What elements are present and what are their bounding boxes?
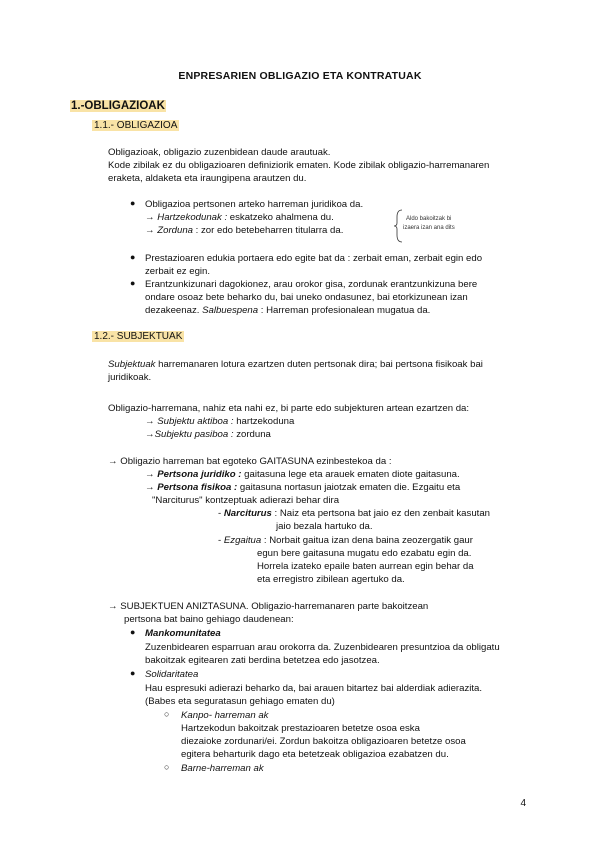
arrow-icon: → (145, 212, 155, 223)
list-item (145, 304, 430, 317)
text-span: : Harreman profesionalean mugatua da. (258, 305, 431, 316)
list-item: bakoitzak egitearen zati berdina betetzea edo jasotzea. (145, 655, 380, 666)
text-span: gaitasuna nortasun jaiotzak ematen die. Ezgaitu eta (237, 482, 461, 493)
list-item: Hartzekodun bakoitzak prestazioaren betetze osoa eska (181, 723, 420, 734)
text-span: gaitasuna lege eta arauek ematen diote gaitasuna. (241, 469, 460, 480)
document-title: ENPRESARIEN OBLIGAZIO ETA KONTRATUAK (178, 70, 422, 82)
subsection-heading-subjektuak: 1.2.- SUBJEKTUAK (94, 331, 183, 342)
text-span: zorduna (233, 429, 271, 440)
list-item: Erantzunkizunari dagokionez, arau orokor gisa, zordunak erantzunkizuna bere (145, 279, 478, 290)
arrow-icon: → (145, 469, 155, 480)
text-span: harremanaren lotura ezartzen duten pertsonak dira; bai pertsona fisikoak bai (155, 359, 483, 370)
solidaritatea-label: Solidaritatea (145, 669, 199, 680)
ezgaitua-label: Ezgaitua (223, 535, 262, 546)
list-item-sub (145, 224, 343, 237)
barne-harremanak-label: Barne-harreman ak (181, 763, 264, 774)
circle-bullet-icon: ○ (164, 762, 170, 772)
subsection-heading-obligazioa: 1.1.- OBLIGAZIOA (94, 120, 178, 131)
bullet-icon: ● (130, 252, 136, 262)
list-item-sub (145, 468, 460, 481)
zorduna-label: Zorduna (157, 225, 193, 236)
list-item: Hau espresuki adierazi beharko da, bai arauen bitartez bai alderdiak adierazita. (145, 683, 483, 694)
text-span: hartzekoduna (233, 416, 295, 427)
hartzekodunak-label: Hartzekodunak : (157, 212, 228, 223)
bullet-icon: ● (130, 198, 136, 208)
arrow-icon: → (145, 416, 155, 427)
list-item: diezaioke zordunari/ei. Zordun bakoitza obligazioaren betetze osoa (181, 736, 466, 747)
text-span: : Norbait gaitua izan dena baina zeozergatik gaur (261, 535, 473, 546)
bullet-icon: ● (130, 278, 136, 288)
paragraph-line: juridikoak. (108, 372, 152, 383)
pasiboa-label: Subjektu pasiboa : (154, 429, 234, 440)
margin-note: Aldo bakoitzak bi (406, 216, 452, 222)
arrow-icon: → (145, 429, 155, 440)
list-item-sub (145, 211, 334, 224)
paragraph-line (108, 358, 483, 371)
paragraph-line: → Obligazio harreman bat egoteko GAITASUNA ezinbestekoa da : (108, 456, 392, 467)
mankomunitatea-label: Mankomunitatea (145, 628, 221, 639)
circle-bullet-icon: ○ (164, 709, 170, 719)
salbuespena-label: Salbuespena (202, 305, 259, 316)
definition-line: jaio bezala hartuko da. (276, 521, 373, 532)
subjektuak-label: Subjektuak (108, 359, 156, 370)
margin-note: izaera izan ana dits (403, 225, 455, 231)
bullet-icon: ● (130, 627, 136, 637)
list-item: egitera beharturik dago eta betetzeak obligazioa ezabatzen du. (181, 749, 449, 760)
paragraph-line: Obligazio-harremana, nahiz eta nahi ez, bi parte edo subjekturen artean ezartzen da: (108, 403, 470, 414)
list-item: zerbait ez egin. (145, 266, 211, 277)
list-item-sub (145, 415, 294, 428)
paragraph-line: pertsona bat baino gehiago daudenean: (124, 614, 294, 625)
list-item: Obligazioa pertsonen arteko harreman juridikoa da. (145, 199, 364, 210)
arrow-icon: → (145, 225, 155, 236)
paragraph-line: → SUBJEKTUEN ANIZTASUNA. Obligazio-harremanaren parte bakoitzean (108, 601, 429, 612)
list-item: (Babes eta seguratasun gehiago ematen du) (145, 696, 335, 707)
narciturus-label: Narciturus (223, 508, 272, 519)
definition-line: - Ezgaitua : Norbait gaitua izan dena baina zeozergatik gaur (218, 535, 473, 546)
page-number: 4 (520, 798, 526, 809)
bullet-icon: ● (130, 668, 136, 678)
definition-line: - Narciturus : Naiz eta pertsona bat jaio ez den zenbait kasutan (218, 508, 490, 519)
definition-line: eta erregistro zibilean agertuko da. (257, 574, 405, 585)
definition-line: egun bere gaitasuna mugatu edo ezabatu egin da. (257, 548, 472, 559)
text-span: : Naiz eta pertsona bat jaio ez den zenbait kasutan (271, 508, 490, 519)
text-span: dezakeenaz. (145, 305, 203, 316)
list-item-sub (145, 481, 460, 494)
zorduna-text: : zor edo betebeharren titularra da. (193, 225, 344, 236)
list-item-sub (145, 428, 271, 441)
section-heading-obligazioak: 1.-OBLIGAZIOAK (71, 100, 165, 112)
list-item: Prestazioaren edukia portaera edo egite bat da : zerbait eman, zerbait egin edo (145, 253, 483, 264)
arrow-icon: → (145, 482, 155, 493)
list-item: ondare osoaz bete beharko du, bai uneko ondasunez, bai etorkizunean izan (145, 292, 468, 303)
kanpo-harremanak-label: Kanpo- harreman ak (181, 710, 269, 721)
list-item-sub: "Narciturus" kontzeptuak adierazi behar dira (152, 495, 340, 506)
definition-line: Horrela izateko epaile baten aurrean egin behar da (257, 561, 474, 572)
intro-line: Obligazioak, obligazio zuzenbidean daude arautuak. (108, 147, 331, 158)
pertsona-juridiko-label: Pertsona juridiko : (157, 469, 242, 480)
list-item: Zuzenbidearen esparruan arau orokorra da. Zuzenbidearen presuntzioa da obligatu (145, 642, 500, 653)
aktiboa-label: Subjektu aktiboa : (157, 416, 234, 427)
pertsona-fisikoa-label: Pertsona fisikoa : (157, 482, 238, 493)
intro-line: Kode zibilak ez du obligazioaren definiziorik ematen. Kode zibilak obligazio-harremanaren (108, 160, 490, 171)
intro-line: eraketa, aldaketa eta iraungipena arautzen du. (108, 173, 307, 184)
hartzekodunak-text: eskatzeko ahalmena du. (227, 212, 334, 223)
